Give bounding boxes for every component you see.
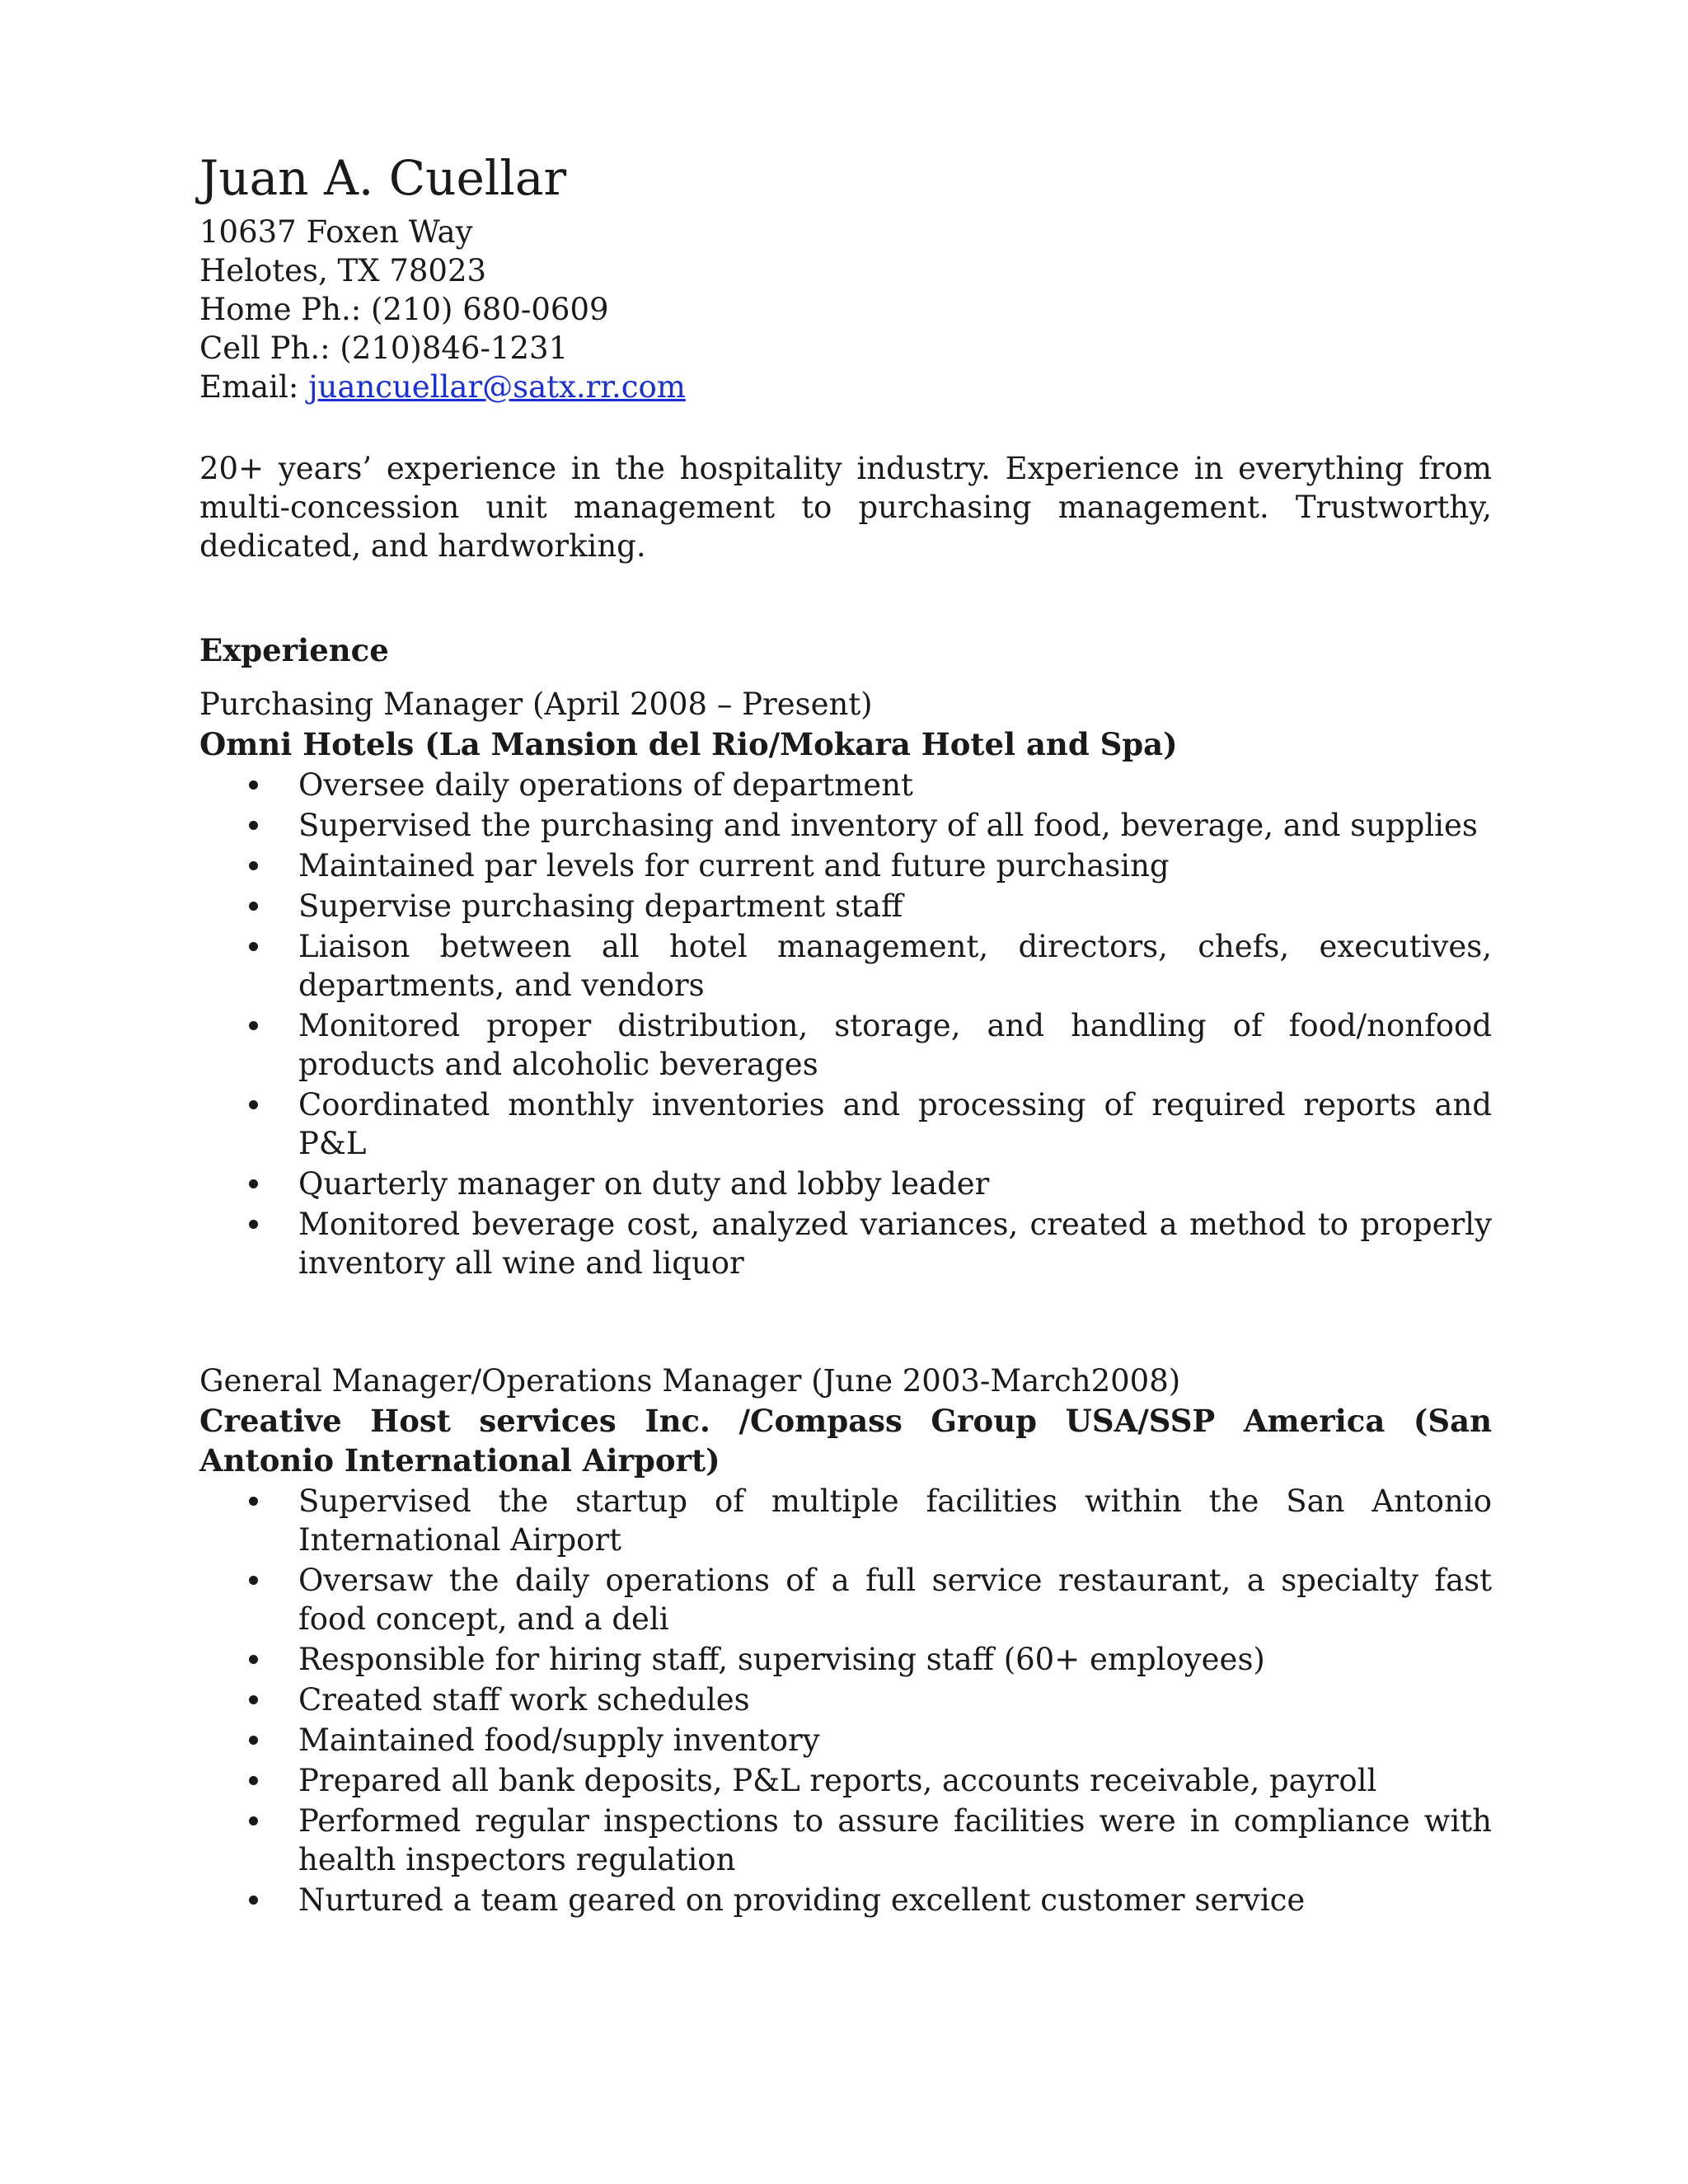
bullet-item <box>199 887 1492 926</box>
bullet-icon <box>249 821 258 830</box>
experience-list <box>199 685 1492 1919</box>
bullet-icon <box>249 1179 258 1188</box>
experience-heading: Experience <box>199 632 389 668</box>
contact-block <box>199 213 1492 406</box>
bullet-text: Supervised the startup of multiple facilities within the San Antonio International Airport <box>298 1483 1492 1558</box>
job-bullets <box>199 766 1492 1282</box>
bullet-text: Responsible for hiring staff, supervising staff (60+ employees) <box>298 1642 1265 1677</box>
bullet-text: Supervised the purchasing and inventory of all food, beverage, and supplies <box>298 808 1478 843</box>
bullet-item <box>199 1561 1492 1638</box>
job-entry <box>199 685 1492 1282</box>
bullet-text: Oversee daily operations of department <box>298 767 913 803</box>
bullet-item <box>199 1482 1492 1559</box>
bullet-icon <box>249 780 258 790</box>
bullet-icon <box>249 861 258 870</box>
bullet-item <box>199 1721 1492 1760</box>
job-entry <box>199 1361 1492 1919</box>
bullet-text: Monitored beverage cost, analyzed variances, created a method to properly inventory all wine and liquor <box>298 1207 1492 1281</box>
candidate-name: Juan A. Cuellar <box>199 150 567 206</box>
bullet-icon <box>249 1220 258 1229</box>
bullet-text: Oversaw the daily operations of a full service restaurant, a specialty fast food concept, and a deli <box>298 1563 1492 1637</box>
bullet-icon <box>249 942 258 951</box>
resume-page <box>199 148 1492 1921</box>
bullet-item <box>199 846 1492 885</box>
job-bullets <box>199 1482 1492 1919</box>
bullet-text: Supervise purchasing department staff <box>298 888 903 924</box>
job-title: General Manager/Operations Manager (June 2003-March2008) <box>199 1363 1181 1399</box>
bullet-text: Prepared all bank deposits, P&L reports, accounts receivable, payroll <box>298 1763 1377 1798</box>
bullet-item <box>199 766 1492 804</box>
company-name: Creative Host services Inc. /Compass Group USA/SSP America (San Antonio International Airport) <box>199 1403 1492 1479</box>
job-title: Purchasing Manager (April 2008 – Present) <box>199 687 873 722</box>
summary-paragraph: 20+ years’ experience in the hospitality industry. Experience in everything from multi-concession unit management to purchasing management. Trustworthy, dedicated, and hardworking. <box>199 451 1492 564</box>
bullet-text: Maintained par levels for current and future purchasing <box>298 848 1170 883</box>
bullet-icon <box>249 1576 258 1585</box>
bullet-text: Performed regular inspections to assure facilities were in compliance with health inspectors regulation <box>298 1803 1492 1877</box>
bullet-text: Liaison between all hotel management, directors, chefs, executives, departments, and vendors <box>298 929 1492 1003</box>
bullet-text: Created staff work schedules <box>298 1682 750 1718</box>
bullet-icon <box>249 1021 258 1030</box>
address-line-2: Helotes, TX 78023 <box>199 253 487 288</box>
address-line-1: 10637 Foxen Way <box>199 214 473 250</box>
bullet-icon <box>249 1896 258 1905</box>
bullet-icon <box>249 1776 258 1785</box>
company-name: Omni Hotels (La Mansion del Rio/Mokara Hotel and Spa) <box>199 726 1178 762</box>
bullet-text: Quarterly manager on duty and lobby leader <box>298 1166 990 1202</box>
home-phone: Home Ph.: (210) 680-0609 <box>199 292 609 327</box>
bullet-icon <box>249 1100 258 1109</box>
bullet-item <box>199 1640 1492 1679</box>
bullet-icon <box>249 902 258 911</box>
email-line <box>199 368 1492 406</box>
bullet-item <box>199 1802 1492 1879</box>
bullet-item <box>199 927 1492 1005</box>
bullet-text: Monitored proper distribution, storage, and handling of food/nonfood products and alcoholic beverages <box>298 1008 1492 1082</box>
bullet-item <box>199 1680 1492 1719</box>
bullet-item <box>199 1761 1492 1800</box>
bullet-text: Maintained food/supply inventory <box>298 1722 820 1758</box>
bullet-item <box>199 1881 1492 1919</box>
bullet-icon <box>249 1695 258 1704</box>
email-link[interactable]: juancuellar@satx.rr.com <box>308 369 686 405</box>
bullet-icon <box>249 1655 258 1664</box>
bullet-item <box>199 1205 1492 1282</box>
bullet-item <box>199 1085 1492 1163</box>
bullet-icon <box>249 1816 258 1825</box>
bullet-icon <box>249 1497 258 1506</box>
email-label: Email: <box>199 369 309 405</box>
cell-phone: Cell Ph.: (210)846-1231 <box>199 330 569 366</box>
bullet-text: Coordinated monthly inventories and processing of required reports and P&L <box>298 1087 1492 1161</box>
bullet-item <box>199 806 1492 845</box>
bullet-item <box>199 1006 1492 1084</box>
bullet-icon <box>249 1736 258 1745</box>
bullet-item <box>199 1165 1492 1203</box>
bullet-text: Nurtured a team geared on providing excellent customer service <box>298 1882 1306 1918</box>
